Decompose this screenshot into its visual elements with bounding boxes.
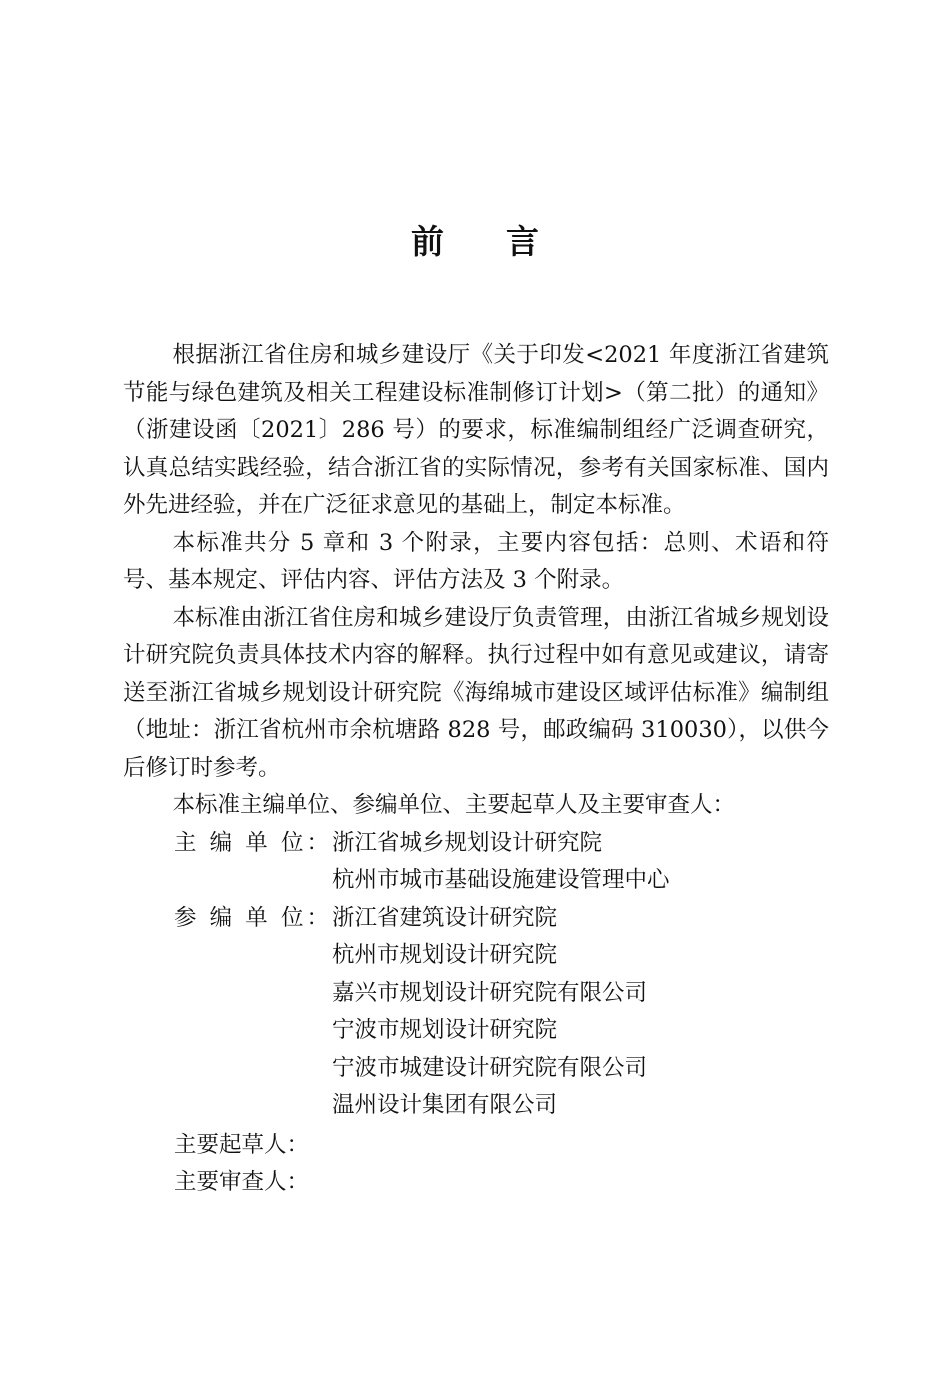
chief-units-label: 主 编 单 位： [174, 829, 332, 856]
title-char-2: 言 [506, 222, 539, 261]
participating-units-label: 参 编 单 位： [174, 904, 332, 931]
participating-unit-name: 宁波市城建设计研究院有限公司 [332, 1054, 648, 1081]
participating-unit-name: 温州设计集团有限公司 [332, 1092, 558, 1118]
paragraph-basis: 根据浙江省住房和城乡建设厅《关于印发<2021 年度浙江省建筑节能与绿色建筑及相关工程建设标准制修订计划>（第二批）的通知》（浙建设函〔2021〕286 号）的要求，标准编制组经广泛调查研究，认真总结实践经验，结合浙江省的实际情况，参考有关国家标准、国内外先进经验，并在广泛征求意见的基础上，制定本标准。 [123, 342, 829, 518]
chief-units-list [332, 825, 829, 900]
reviewers-label: 主要审查人： [174, 1169, 310, 1195]
participating-units-list [332, 900, 829, 1125]
participating-units-section [123, 900, 829, 1125]
title-char-1: 前 [411, 222, 444, 261]
chief-units-section [123, 825, 829, 900]
paragraph-contents: 本标准共分 5 章和 3 个附录，主要内容包括：总则、术语和符号、基本规定、评估内容、评估方法及 3 个附录。 [123, 529, 829, 593]
drafters-label: 主要起草人： [174, 1131, 310, 1158]
chief-unit-name: 杭州市城市基础设施建设管理中心 [332, 867, 670, 893]
participating-unit-name: 杭州市规划设计研究院 [332, 942, 558, 968]
preface-body [123, 337, 829, 1202]
page-title [0, 218, 950, 266]
paragraph-management: 本标准由浙江省住房和城乡建设厅负责管理，由浙江省城乡规划设计研究院负责具体技术内容的解释。执行过程中如有意见或建议，请寄送至浙江省城乡规划设计研究院《海绵城市建设区域评估标准》编制组（地址：浙江省杭州市余杭塘路 828 号，邮政编码 310030），以供今后修订时参考。 [123, 604, 829, 781]
chief-unit-name: 浙江省城乡规划设计研究院 [332, 829, 603, 856]
participating-unit-name: 宁波市规划设计研究院 [332, 1017, 558, 1043]
participating-unit-name: 浙江省建筑设计研究院 [332, 904, 558, 931]
participating-unit-name: 嘉兴市规划设计研究院有限公司 [332, 979, 648, 1006]
paragraph-units-intro: 本标准主编单位、参编单位、主要起草人及主要审查人： [172, 792, 736, 818]
